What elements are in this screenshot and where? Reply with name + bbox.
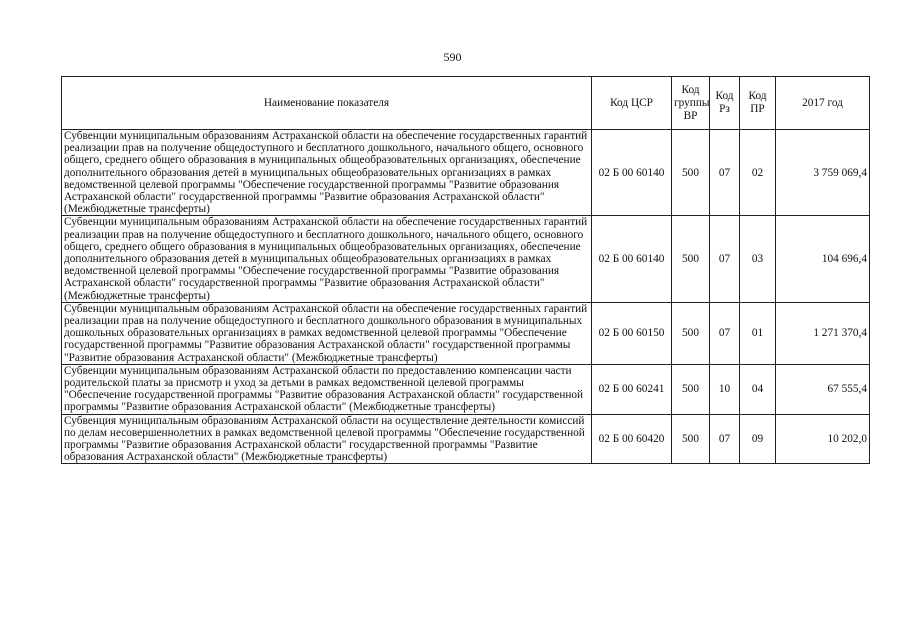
- row-rz: 07: [710, 302, 740, 364]
- row-name: Субвенции муниципальным образованиям Астраханской области на обеспечение государственных гарантий реализации прав на получение общедоступного и бесплатного дошкольного образования в муниципальных дошкольных образовательных организациях в рамках ведомственной целевой программы "Обеспечение государственной программы "Развитие образования Астраханской области" государственной программы "Развитие образования Астраханской области" (Межбюджетные трансферты): [62, 302, 592, 364]
- row-csr: 02 Б 00 60420: [592, 414, 672, 464]
- row-amount: 10 202,0: [776, 414, 870, 464]
- row-name: Субвенция муниципальным образованиям Астраханской области на осуществление деятельности комиссий по делам несовершеннолетних в рамках ведомственной целевой программы "Обеспечение государственной программы "Развитие образования Астраханской области" государственной программы "Развитие образования Астраханской области" (Межбюджетные трансферты): [62, 414, 592, 464]
- header-pr: Код ПР: [740, 77, 776, 130]
- row-csr: 02 Б 00 60241: [592, 364, 672, 414]
- table-row: [62, 302, 870, 364]
- row-vr: 500: [672, 414, 710, 464]
- row-rz: 07: [710, 130, 740, 216]
- row-name: Субвенции муниципальным образованиям Астраханской области на обеспечение государственных гарантий реализации прав на получение общедоступного и бесплатного дошкольного, начального общего, основного общего, среднего общего образования в муниципальных общеобразовательных организациях, обеспечение дополнительного образования детей в муниципальных общеобразовательных организациях в рамках ведомственной целевой программы "Обеспечение государственной программы "Развитие образования Астраханской области" государственной программы "Развитие образования Астраханской области" (Межбюджетные трансферты): [62, 130, 592, 216]
- header-rz: Код Рз: [710, 77, 740, 130]
- row-name: Субвенции муниципальным образованиям Астраханской области по предоставлению компенсации части родительской платы за присмотр и уход за детьми в рамках ведомственной целевой программы "Обеспечение государственной программы "Развитие образования Астраханской области" государственной программы "Развитие образования Астраханской области" (Межбюджетные трансферты): [62, 364, 592, 414]
- row-amount: 1 271 370,4: [776, 302, 870, 364]
- row-rz: 10: [710, 364, 740, 414]
- table-row: [62, 130, 870, 216]
- row-pr: 04: [740, 364, 776, 414]
- table-header-row: [62, 77, 870, 130]
- header-vr: Код группы ВР: [672, 77, 710, 130]
- row-pr: 03: [740, 216, 776, 302]
- row-rz: 07: [710, 414, 740, 464]
- budget-table: [61, 76, 870, 464]
- header-year: 2017 год: [776, 77, 870, 130]
- row-pr: 02: [740, 130, 776, 216]
- row-pr: 09: [740, 414, 776, 464]
- row-amount: 104 696,4: [776, 216, 870, 302]
- row-pr: 01: [740, 302, 776, 364]
- row-vr: 500: [672, 364, 710, 414]
- table-row: [62, 216, 870, 302]
- row-vr: 500: [672, 302, 710, 364]
- header-name: Наименование показателя: [62, 77, 592, 130]
- row-csr: 02 Б 00 60150: [592, 302, 672, 364]
- row-amount: 67 555,4: [776, 364, 870, 414]
- table-row: [62, 364, 870, 414]
- table-row: [62, 414, 870, 464]
- row-rz: 07: [710, 216, 740, 302]
- row-vr: 500: [672, 216, 710, 302]
- row-csr: 02 Б 00 60140: [592, 130, 672, 216]
- row-amount: 3 759 069,4: [776, 130, 870, 216]
- page-number: 590: [443, 50, 462, 64]
- header-csr: Код ЦСР: [592, 77, 672, 130]
- row-vr: 500: [672, 130, 710, 216]
- row-name: Субвенции муниципальным образованиям Астраханской области на обеспечение государственных гарантий реализации прав на получение общедоступного и бесплатного дошкольного, начального общего, основного общего, среднего общего образования в муниципальных общеобразовательных организациях, обеспечение дополнительного образования детей в муниципальных общеобразовательных организациях в рамках ведомственной целевой программы "Обеспечение государственной программы "Развитие образования Астраханской области" государственной программы "Развитие образования Астраханской области" (Межбюджетные трансферты): [62, 216, 592, 302]
- row-csr: 02 Б 00 60140: [592, 216, 672, 302]
